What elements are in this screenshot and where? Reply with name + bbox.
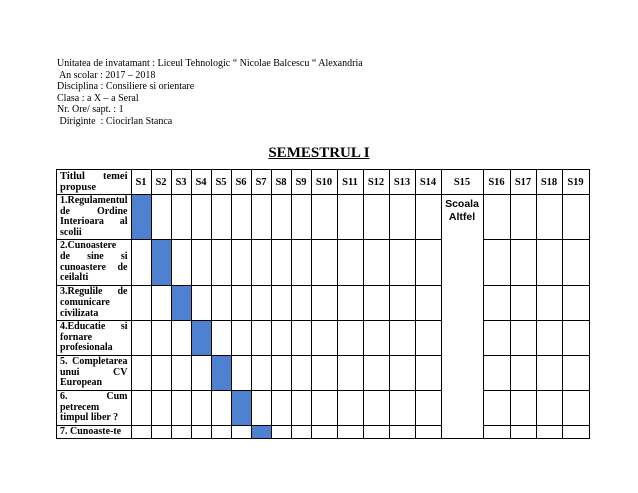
- week-cell: [483, 390, 510, 425]
- week-cell: [337, 390, 363, 425]
- header-line-hours: Nr. Ore/ sapt. : 1: [57, 104, 124, 116]
- week-cell: [291, 425, 311, 439]
- week-cell: [131, 425, 151, 439]
- week-cell: [271, 390, 291, 425]
- week-cell: [510, 195, 536, 240]
- table-row: [57, 195, 590, 240]
- week-cell: [389, 195, 415, 240]
- week-cell: [483, 321, 510, 356]
- week-header-s6: S6: [231, 170, 251, 195]
- week-cell: [311, 390, 337, 425]
- week-header-s4: S4: [191, 170, 211, 195]
- week-cell: [415, 195, 441, 240]
- table-row: [57, 425, 590, 439]
- week-cell: [510, 425, 536, 439]
- week-header-s1: S1: [131, 170, 151, 195]
- week-cell: [337, 240, 363, 286]
- week-cell: [510, 321, 536, 356]
- scheduled-week-cell: [131, 195, 151, 240]
- week-header-s17: S17: [510, 170, 536, 195]
- week-cell: [562, 195, 589, 240]
- topic-column-header: Titlul temei propuse: [57, 170, 132, 195]
- week-cell: [337, 195, 363, 240]
- week-cell: [337, 356, 363, 391]
- week-cell: [337, 286, 363, 321]
- week-cell: [510, 356, 536, 391]
- week-cell: [271, 286, 291, 321]
- week-cell: [562, 390, 589, 425]
- week-cell: [363, 356, 389, 391]
- week-cell: [251, 390, 271, 425]
- week-cell: [151, 425, 171, 439]
- week-cell: [389, 321, 415, 356]
- week-cell: [291, 195, 311, 240]
- week-header-s14: S14: [415, 170, 441, 195]
- week-cell: [536, 321, 562, 356]
- week-cell: [171, 356, 191, 391]
- week-cell: [536, 356, 562, 391]
- week-header-s19: S19: [562, 170, 589, 195]
- week-cell: [231, 240, 251, 286]
- week-cell: [151, 286, 171, 321]
- week-cell: [483, 425, 510, 439]
- week-cell: [131, 240, 151, 286]
- week-cell: [251, 286, 271, 321]
- week-cell: [251, 195, 271, 240]
- week-cell: [337, 321, 363, 356]
- week-cell: [171, 240, 191, 286]
- week-cell: [562, 356, 589, 391]
- header-line-teacher: Diriginte : Ciocirlan Stanca: [57, 115, 173, 127]
- week-cell: [510, 240, 536, 286]
- week-header-s3: S3: [171, 170, 191, 195]
- week-cell: [131, 321, 151, 356]
- week-cell: [415, 240, 441, 286]
- table-row: [57, 240, 590, 286]
- week-cell: [363, 240, 389, 286]
- table-header-row: [57, 170, 590, 195]
- week-cell: [191, 425, 211, 439]
- week-cell: [311, 240, 337, 286]
- week-cell: [536, 286, 562, 321]
- week-cell: [291, 321, 311, 356]
- week-cell: [363, 286, 389, 321]
- table-row: [57, 286, 590, 321]
- week-cell: [291, 286, 311, 321]
- week-cell: [231, 356, 251, 391]
- week-cell: [415, 321, 441, 356]
- week-header-s11: S11: [337, 170, 363, 195]
- week-cell: [415, 356, 441, 391]
- table-row: [57, 356, 590, 391]
- week-cell: [389, 390, 415, 425]
- week-cell: [271, 356, 291, 391]
- week-cell: [562, 286, 589, 321]
- topic-cell: 5. Completarea unui CV European: [57, 356, 132, 391]
- week-cell: [151, 356, 171, 391]
- header-line-subject: Disciplina : Consiliere si orientare: [57, 81, 195, 93]
- week-header-s8: S8: [271, 170, 291, 195]
- week-cell: [211, 425, 231, 439]
- week-cell: [231, 425, 251, 439]
- week-cell: [311, 321, 337, 356]
- week-cell: [191, 195, 211, 240]
- week-cell: [389, 286, 415, 321]
- semester-title: SEMESTRUL I: [268, 145, 370, 161]
- week-header-s16: S16: [483, 170, 510, 195]
- topic-cell: 4.Educatie si fornare profesionala: [57, 321, 132, 356]
- week-cell: [231, 321, 251, 356]
- week-cell: [291, 356, 311, 391]
- scoala-altfel-cell: [441, 195, 483, 439]
- header-line-school: Unitatea de invatamant : Liceul Tehnologic “ Nicolae Balcescu “ Alexandria: [57, 58, 363, 69]
- scheduled-week-cell: [171, 286, 191, 321]
- week-cell: [231, 286, 251, 321]
- week-header-s10: S10: [311, 170, 337, 195]
- week-cell: [131, 356, 151, 391]
- week-cell: [291, 240, 311, 286]
- week-cell: [562, 321, 589, 356]
- week-cell: [363, 390, 389, 425]
- week-cell: [311, 356, 337, 391]
- scheduled-week-cell: [151, 240, 171, 286]
- table-row: [57, 321, 590, 356]
- week-cell: [191, 356, 211, 391]
- week-header-s7: S7: [251, 170, 271, 195]
- week-header-s12: S12: [363, 170, 389, 195]
- week-cell: [311, 286, 337, 321]
- week-cell: [211, 195, 231, 240]
- week-cell: [389, 240, 415, 286]
- week-cell: [131, 286, 151, 321]
- week-cell: [536, 240, 562, 286]
- week-cell: [171, 195, 191, 240]
- week-cell: [151, 390, 171, 425]
- week-cell: [211, 240, 231, 286]
- week-cell: [363, 321, 389, 356]
- week-cell: [191, 286, 211, 321]
- week-cell: [251, 321, 271, 356]
- document-header: [57, 58, 363, 128]
- week-cell: [483, 356, 510, 391]
- week-cell: [151, 321, 171, 356]
- week-cell: [291, 390, 311, 425]
- week-cell: [311, 425, 337, 439]
- topic-cell: 3.Regulile de comunicare civilizata: [57, 286, 132, 321]
- week-cell: [311, 195, 337, 240]
- week-cell: [536, 425, 562, 439]
- week-header-s15: S15: [441, 170, 483, 195]
- week-cell: [483, 240, 510, 286]
- scheduled-week-cell: [231, 390, 251, 425]
- week-cell: [251, 240, 271, 286]
- week-cell: [171, 425, 191, 439]
- week-cell: [389, 356, 415, 391]
- topic-cell: 7. Cunoaste-te: [57, 425, 132, 439]
- topic-cell: 2.Cunoastere de sine si cunoastere de ceilalti: [57, 240, 132, 286]
- week-cell: [211, 321, 231, 356]
- week-cell: [337, 425, 363, 439]
- header-line-year: An scolar : 2017 – 2018: [57, 69, 156, 81]
- week-cell: [191, 240, 211, 286]
- week-cell: [562, 240, 589, 286]
- week-cell: [483, 195, 510, 240]
- week-cell: [536, 390, 562, 425]
- week-cell: [536, 195, 562, 240]
- week-cell: [211, 390, 231, 425]
- table-row: [57, 390, 590, 425]
- scoala-altfel-line-2: Altfel: [448, 211, 476, 223]
- week-cell: [271, 321, 291, 356]
- week-cell: [510, 286, 536, 321]
- week-cell: [389, 425, 415, 439]
- week-cell: [131, 390, 151, 425]
- week-cell: [415, 390, 441, 425]
- scheduled-week-cell: [211, 356, 231, 391]
- week-cell: [363, 425, 389, 439]
- week-cell: [415, 425, 441, 439]
- week-cell: [363, 195, 389, 240]
- header-line-class: Clasa : a X – a Seral: [57, 92, 139, 104]
- scoala-altfel-line-1: Scoala: [445, 198, 479, 210]
- week-cell: [510, 390, 536, 425]
- week-cell: [231, 195, 251, 240]
- week-cell: [271, 195, 291, 240]
- week-cell: [251, 356, 271, 391]
- scheduled-week-cell: [251, 425, 271, 439]
- scheduled-week-cell: [191, 321, 211, 356]
- week-cell: [483, 286, 510, 321]
- week-cell: [171, 321, 191, 356]
- week-header-s2: S2: [151, 170, 171, 195]
- week-cell: [171, 390, 191, 425]
- week-cell: [211, 286, 231, 321]
- week-cell: [191, 390, 211, 425]
- week-cell: [415, 286, 441, 321]
- week-cell: [271, 240, 291, 286]
- topic-cell: 1.Regulamentul de Ordine Interioara al scolii: [57, 195, 132, 240]
- week-header-s9: S9: [291, 170, 311, 195]
- topic-cell: 6. Cum petrecem timpul liber ?: [57, 390, 132, 425]
- week-cell: [271, 425, 291, 439]
- week-cell: [562, 425, 589, 439]
- week-cell: [151, 195, 171, 240]
- week-header-s13: S13: [389, 170, 415, 195]
- planning-table: [56, 169, 590, 439]
- week-header-s18: S18: [536, 170, 562, 195]
- week-header-s5: S5: [211, 170, 231, 195]
